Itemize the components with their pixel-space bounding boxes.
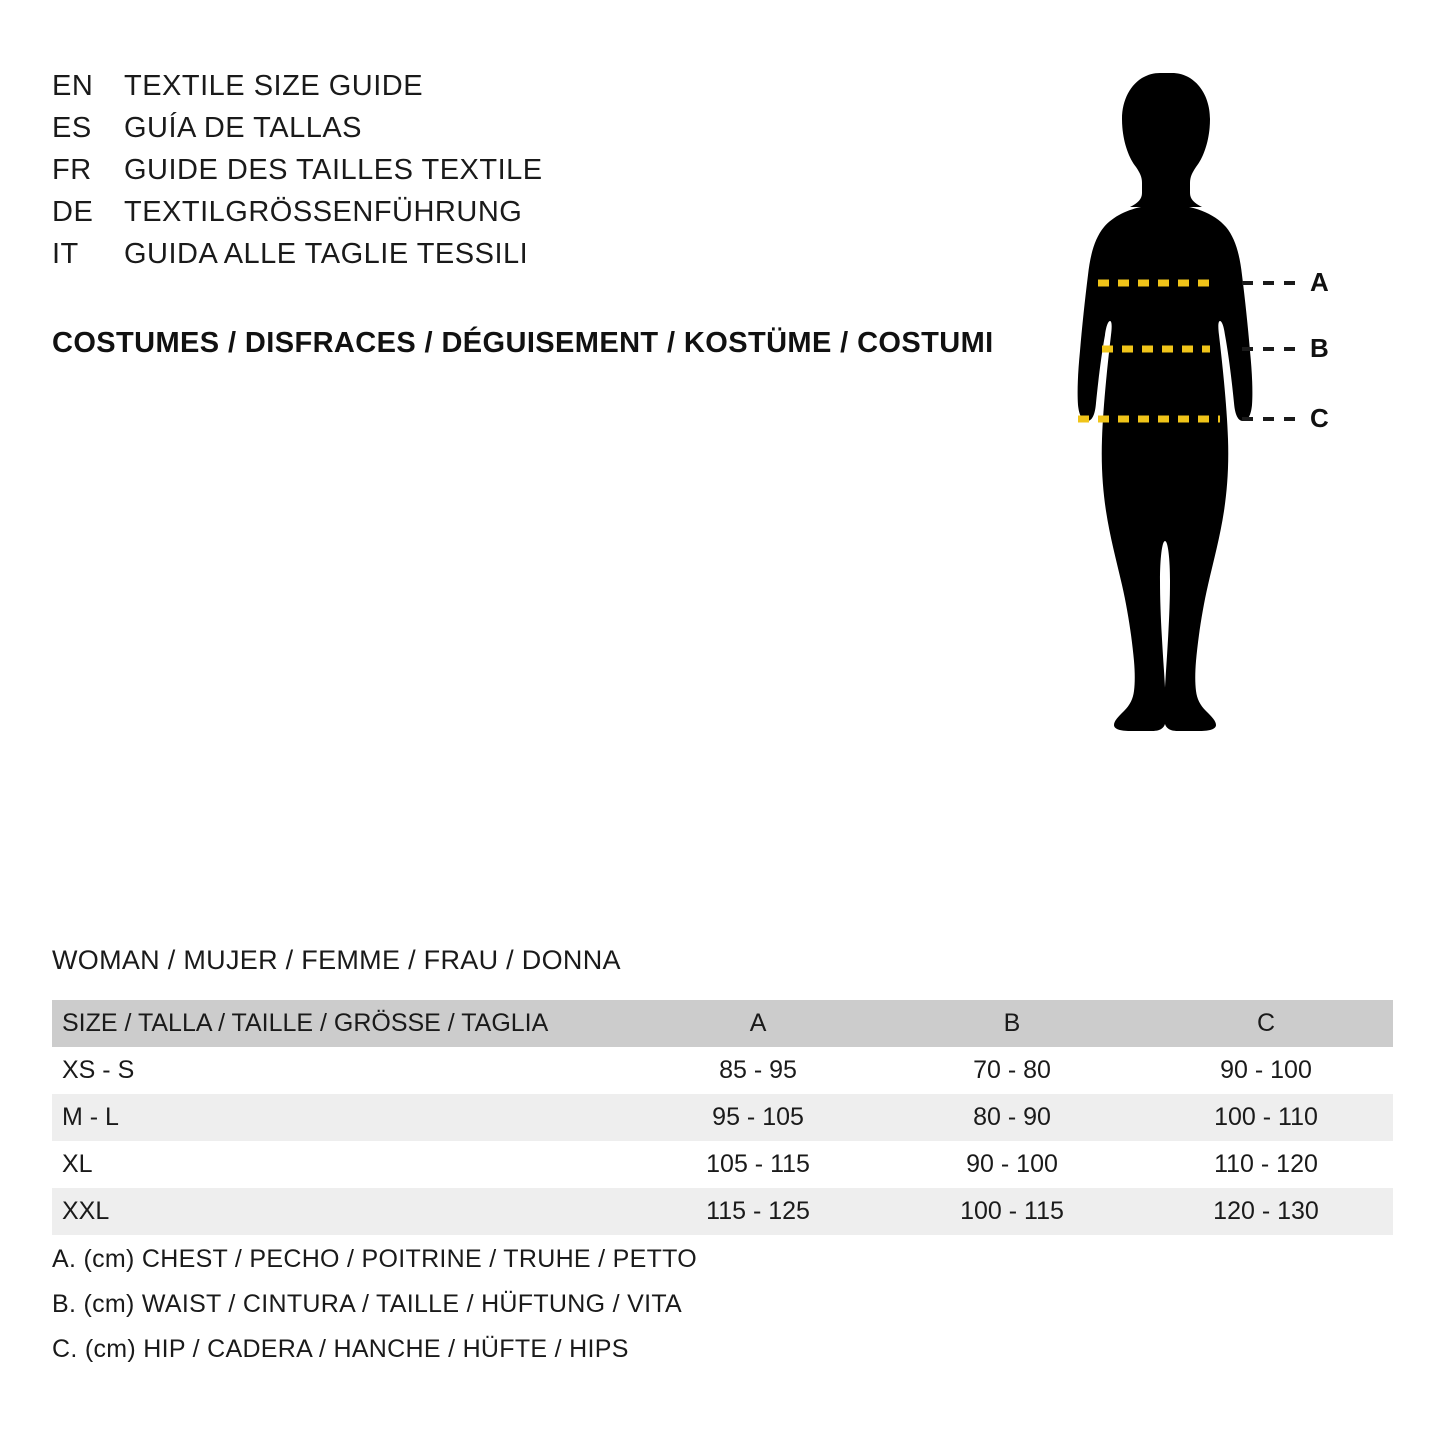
measurement-legend bbox=[52, 1245, 697, 1380]
cell-b: 70 - 80 bbox=[885, 1047, 1139, 1094]
cell-c: 100 - 110 bbox=[1139, 1094, 1393, 1141]
language-title: TEXTILE SIZE GUIDE bbox=[124, 70, 424, 102]
marker-label-a: A bbox=[1310, 267, 1329, 297]
category-title: COSTUMES / DISFRACES / DÉGUISEMENT / KOSTÜME / COSTUMI bbox=[52, 327, 994, 359]
table-section-title: WOMAN / MUJER / FEMME / FRAU / DONNA bbox=[52, 945, 621, 975]
cell-a: 85 - 95 bbox=[631, 1047, 885, 1094]
legend-line-b: B. (cm) WAIST / CINTURA / TAILLE / HÜFTUNG / VITA bbox=[52, 1290, 683, 1318]
column-header-size: SIZE / TALLA / TAILLE / GRÖSSE / TAGLIA bbox=[52, 1000, 631, 1047]
language-code: FR bbox=[52, 154, 92, 186]
language-row bbox=[52, 112, 1012, 145]
cell-size: XXL bbox=[52, 1188, 631, 1235]
figure-container bbox=[1010, 55, 1390, 895]
cell-b: 80 - 90 bbox=[885, 1094, 1139, 1141]
cell-size: XS - S bbox=[52, 1047, 631, 1094]
language-code: ES bbox=[52, 112, 92, 144]
cell-c: 110 - 120 bbox=[1139, 1141, 1393, 1188]
column-header-b: B bbox=[885, 1000, 1139, 1047]
language-title: TEXTILGRÖSSENFÜHRUNG bbox=[124, 196, 523, 228]
cell-c: 120 - 130 bbox=[1139, 1188, 1393, 1235]
language-code: IT bbox=[52, 238, 79, 270]
language-row bbox=[52, 238, 1012, 271]
column-header-a: A bbox=[631, 1000, 885, 1047]
language-title: GUÍA DE TALLAS bbox=[124, 112, 363, 144]
language-code: DE bbox=[52, 196, 94, 228]
cell-a: 115 - 125 bbox=[631, 1188, 885, 1235]
cell-size: M - L bbox=[52, 1094, 631, 1141]
size-table bbox=[52, 1000, 1393, 1235]
language-row bbox=[52, 196, 1012, 229]
language-row bbox=[52, 154, 1012, 187]
marker-label-c: C bbox=[1310, 403, 1329, 433]
language-list bbox=[52, 70, 1012, 280]
language-code: EN bbox=[52, 70, 94, 102]
cell-a: 105 - 115 bbox=[631, 1141, 885, 1188]
cell-a: 95 - 105 bbox=[631, 1094, 885, 1141]
cell-size: XL bbox=[52, 1141, 631, 1188]
table-row bbox=[52, 1047, 1393, 1094]
cell-b: 100 - 115 bbox=[885, 1188, 1139, 1235]
cell-c: 90 - 100 bbox=[1139, 1047, 1393, 1094]
table-header-row bbox=[52, 1000, 1393, 1047]
table-row bbox=[52, 1188, 1393, 1235]
table-row bbox=[52, 1094, 1393, 1141]
language-title: GUIDA ALLE TAGLIE TESSILI bbox=[124, 238, 529, 270]
language-row bbox=[52, 70, 1012, 103]
language-title: GUIDE DES TAILLES TEXTILE bbox=[124, 154, 543, 186]
legend-line-c: C. (cm) HIP / CADERA / HANCHE / HÜFTE / HIPS bbox=[52, 1335, 629, 1363]
table-row bbox=[52, 1141, 1393, 1188]
legend-line-a: A. (cm) CHEST / PECHO / POITRINE / TRUHE / PETTO bbox=[52, 1245, 698, 1273]
measurement-markers bbox=[1010, 55, 1390, 895]
marker-label-b: B bbox=[1310, 333, 1329, 363]
column-header-c: C bbox=[1139, 1000, 1393, 1047]
cell-b: 90 - 100 bbox=[885, 1141, 1139, 1188]
